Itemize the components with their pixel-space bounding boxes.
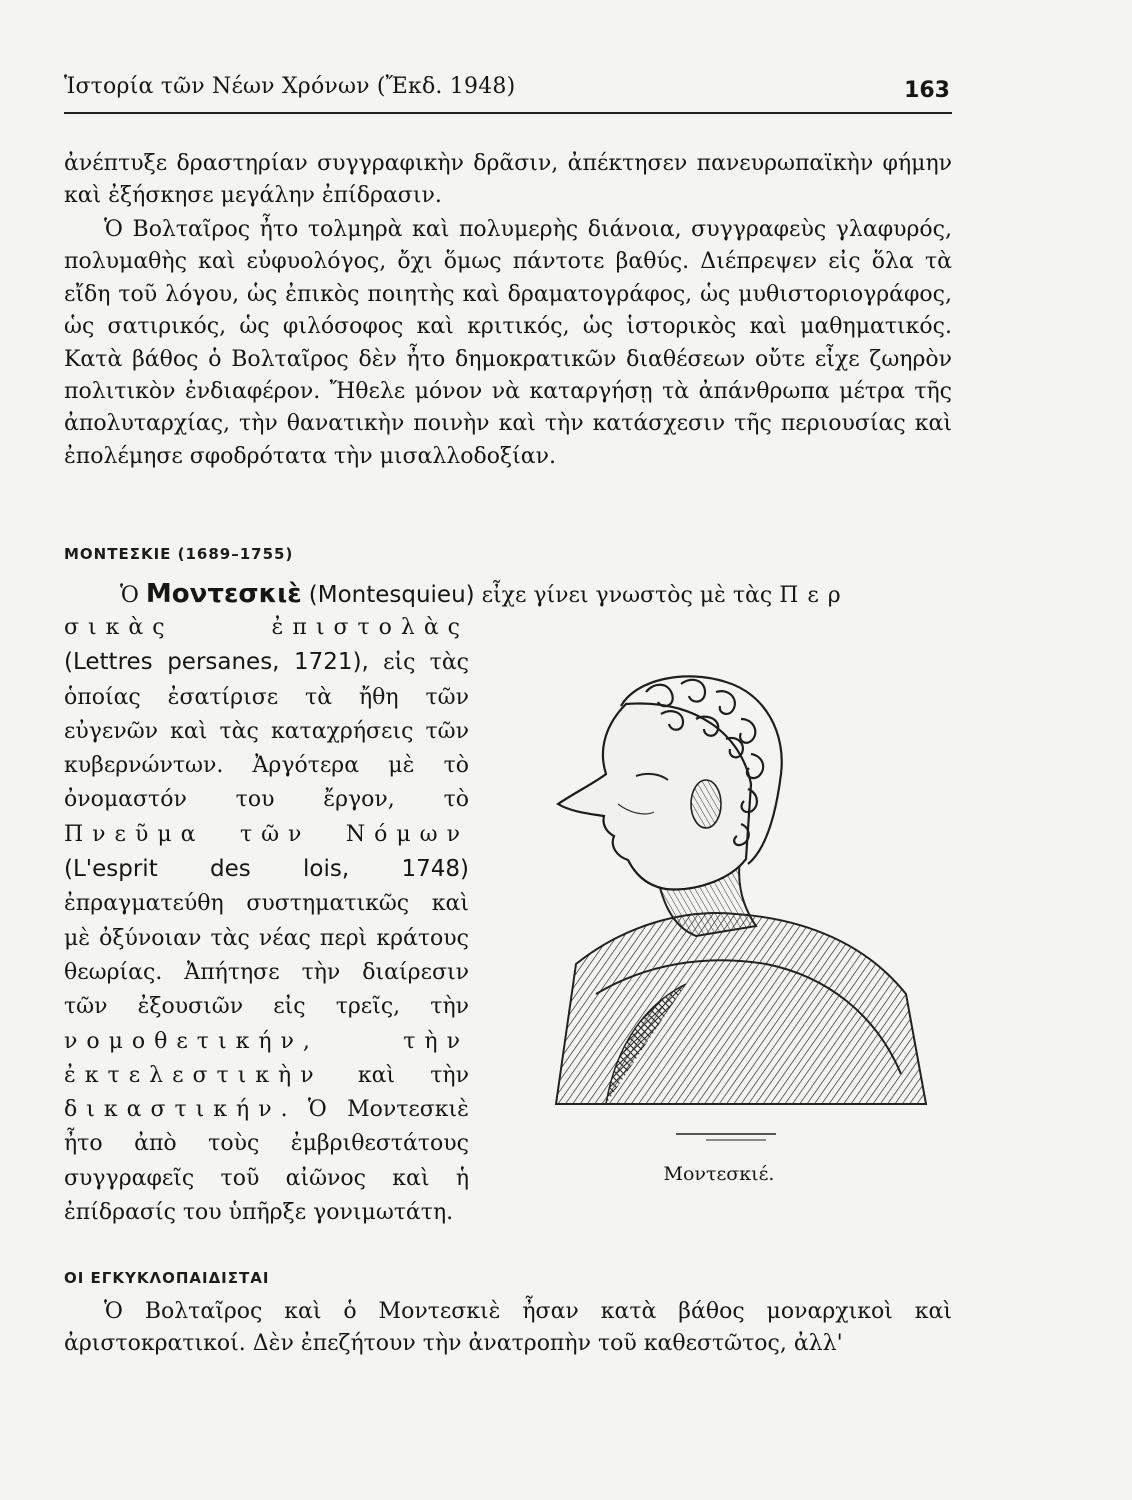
paragraph-encyclopedists-text: Ὁ Βολταῖρος καὶ ὁ Μοντεσκιὲ ἦσαν κατὰ βάθος μοναρχικοὶ καὶ ἀριστοκρατικοί. Δὲν ἐπεζήτουν τὴν ἀνατροπὴν τοῦ καθεστῶτος, ἀλλ'	[64, 1299, 952, 1357]
work-title-persian-letters-start: Περ	[779, 583, 850, 608]
paragraph-continuation: ἀνέπτυξε δραστηρίαν συγγραφικὴν δρᾶσιν, ἀπέκτησεν πανευρωπαϊκὴν φήμην καὶ ἐξήσκησε μεγάλην ἐπίδρασιν.	[64, 151, 952, 209]
running-header	[64, 72, 952, 114]
paragraph-encyclopedists	[64, 1296, 952, 1361]
work-title-spirit-of-laws: Πνεῦμα τῶν Νόμων	[64, 821, 469, 847]
portrait-caption: Μοντεσκιέ.	[663, 1163, 775, 1185]
montesquieu-portrait	[536, 664, 936, 1144]
section-heading-encyclopedists: ΟΙ ΕΓΚΥΚΛΟΠΑΙΔΙΣΤΑΙ	[64, 1269, 270, 1287]
paragraph-voltaire-text: Ὁ Βολταῖρος ἦτο τολμηρὰ καὶ πολυμερὴς διάνοια, συγγραφεὺς γλαφυρός, πολυμαθὴς καὶ εὐφυολόγος, ὄχι ὅμως πάντοτε βαθύς. Διέπρεψεν εἰς ὅλα τὰ εἴδη τοῦ λόγου, ὡς ἐπικὸς ποιητὴς καὶ δραματογράφος, ὡς μυθιστοριογράφος, ὡς σατιρικός, ὡς φιλόσοφος καὶ κριτικός, ὡς ἱστορικὸς καὶ μαθηματικός. Κατὰ βάθος ὁ Βολταῖρος δὲν ἦτο δημοκρατικῶν διαθέσεων οὔτε εἶχε ζωηρὸν πολιτικὸν ἐνδιαφέρον. Ἤθελε μόνον νὰ καταργήσῃ τὰ ἀπάνθρωπα μέτρα τῆς ἀπολυταρχίας, τὴν θανατικὴν ποινὴν καὶ τὴν κατάσχεσιν τῆς περιουσίας καὶ ἐπολέμησε σφοδρότατα τὴν μισαλλοδοξίαν.	[64, 217, 952, 469]
page-number: 163	[904, 78, 950, 103]
work-title-persian-letters: σικὰς ἐπιστολὰς	[64, 615, 469, 640]
section-heading-montesquieu: ΜΟΝΤΕΣΚΙΕ (1689–1755)	[64, 545, 294, 563]
montesquieu-name: Μοντεσκιὲ	[145, 579, 302, 609]
montesquieu-latin-name: (Montesquieu)	[308, 582, 475, 608]
portrait-face	[558, 704, 751, 890]
power-executive: τὴν ἐκτελεστικὴν	[64, 1028, 469, 1088]
power-judicial: δικαστικήν	[64, 1097, 281, 1123]
running-title: Ἱστορία τῶν Νέων Χρόνων (Ἔκδ. 1948)	[64, 74, 516, 99]
work-latin-lettres-persanes: (Lettres persanes, 1721),	[64, 649, 369, 676]
montesquieu-body: σικὰς ἐπιστολὰς (Lettres persanes, 1721), εἰς τὰς ὁποίας ἐσατίρισε τὰ ἤθη τῶν εὐγενῶν καὶ τὰς καταχρήσεις τῶν κυβερνώντων. Ἀργότερα μὲ τὸ ὀνομαστόν του ἔργον, τὸ Πνεῦμα τῶν Νόμων (L'esprit des lois, 1748) ἐπραγματεύθη συστηματικῶς καὶ μὲ ὀξύνοιαν τὰς νέας περὶ κράτους θεωρίας. Ἀπήτησε τὴν διαίρεσιν τῶν ἐξουσιῶν εἰς τρεῖς, τὴν νομοθετικήν, τὴν ἐκτελεστικὴν καὶ τὴν δικαστικήν. Ὁ Μοντεσκιὲ ἦτο ἀπὸ τοὺς ἐμβριθεστάτους συγγραφεῖς τοῦ αἰῶνος καὶ ἡ ἐπίδρασίς του ὑπῆρξε γονιμωτάτη.	[64, 615, 469, 1226]
work-latin-esprit-des-lois: (L'esprit des lois, 1748)	[64, 856, 469, 883]
portrait-drapery	[556, 913, 926, 1104]
power-legislative: νομοθετικήν	[64, 1028, 303, 1054]
paragraph-voltaire	[64, 214, 952, 473]
montesquieu-intro-line: Ὁ Μοντεσκιὲ (Montesquieu) εἶχε γίνει γνωστὸς μὲ τὰς Περ	[120, 579, 850, 609]
